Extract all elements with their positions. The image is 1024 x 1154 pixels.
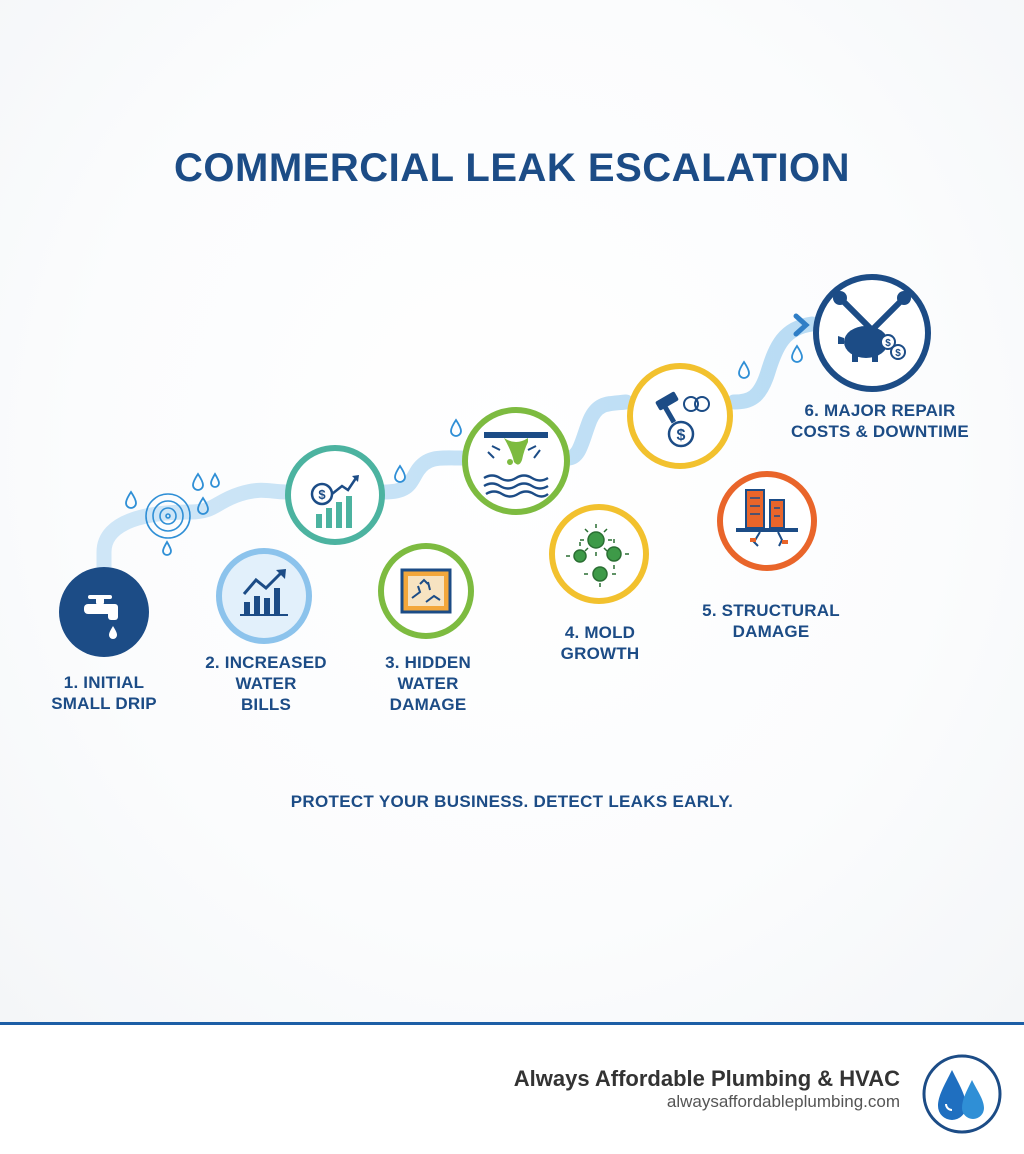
droplet-icon xyxy=(163,542,171,555)
droplet-icon xyxy=(211,474,219,487)
svg-text:$: $ xyxy=(318,487,326,502)
page-title: COMMERCIAL LEAK ESCALATION xyxy=(174,146,850,190)
water-drops-logo-icon xyxy=(920,1052,1004,1136)
dollar-growth-chart-icon xyxy=(288,448,382,542)
step-1-icon-circle xyxy=(59,567,149,657)
droplet-icon xyxy=(792,346,802,362)
step-4-label: 4. MOLD GROWTH xyxy=(560,623,640,663)
step-6-label: 6. MAJOR REPAIR COSTS & DOWNTIME xyxy=(791,401,969,441)
step-4-icon-circle xyxy=(552,507,646,601)
tagline: PROTECT YOUR BUSINESS. DETECT LEAKS EARLY. xyxy=(290,792,734,811)
droplet-icon xyxy=(193,474,203,490)
droplet-icon xyxy=(126,492,136,508)
hammer-dollar-icon xyxy=(630,366,730,466)
droplet-icon xyxy=(395,466,405,482)
step-6-icon-circle xyxy=(816,277,928,389)
svg-text:$: $ xyxy=(895,348,901,359)
damaged-wall-icon xyxy=(402,570,450,612)
company-name: Always Affordable Plumbing & HVAC xyxy=(513,1066,900,1091)
step-3-icon-circle xyxy=(381,546,471,636)
step-2-icon-circle xyxy=(219,551,309,641)
step-1-label: 1. INITIAL SMALL DRIP xyxy=(51,673,157,713)
step-5-label: 5. STRUCTURAL DAMAGE xyxy=(702,601,840,641)
step-3-label: 3. HIDDEN WATER DAMAGE xyxy=(385,653,471,714)
ceiling-leak-flood-icon xyxy=(465,410,567,512)
droplet-icon xyxy=(451,420,461,436)
step-5-icon-circle xyxy=(720,474,814,568)
website-link[interactable]: alwaysaffordableplumbing.com xyxy=(666,1092,900,1111)
svg-text:$: $ xyxy=(676,427,686,444)
step-2-label: 2. INCREASED WATER BILLS xyxy=(205,653,327,714)
footer-divider xyxy=(0,1022,1024,1025)
droplet-icon xyxy=(739,362,749,378)
svg-text:$: $ xyxy=(885,338,891,349)
